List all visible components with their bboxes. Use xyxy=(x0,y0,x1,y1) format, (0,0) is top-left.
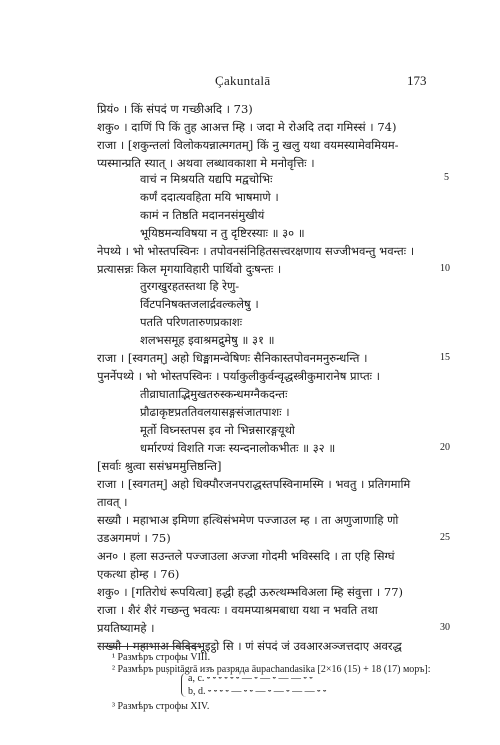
running-title: Çakuntalā xyxy=(215,73,271,88)
line-number: 10 xyxy=(440,263,450,274)
verse-line: धर्मारण्यं विशति गजः स्यन्दनालोकभीतः ॥ ३२ ॥ xyxy=(140,441,336,455)
text-line: शकु० । [गतिरोधं रूपयित्वा] हद्धी हद्धी ऊरुत्थम्भविअला म्हि संवुत्ता । 77) xyxy=(97,585,403,599)
text-line: पुनर्नेपथ्ये । भो भोस्तपस्विनः । पर्याकुलीकुर्वन्वृद्धस्त्रीकुमारानेष प्राप्तः । xyxy=(97,369,381,383)
verse-line: कामं न तिष्ठति मदाननसंमुखीयं xyxy=(140,208,265,222)
line-number: 15 xyxy=(440,352,450,363)
verse-line: तुरगखुरहतस्तथा हि रेणु- xyxy=(140,279,240,293)
text-line: शकु० । दाणिं पि किं तुह आअत्त म्हि । जदा मे रोअदि तदा गमिस्सं । 74) xyxy=(97,120,397,134)
text-line: तावत् । xyxy=(97,495,128,509)
page-number: 173 xyxy=(407,73,427,88)
text-line: नेपथ्ये । भो भोस्तपस्विनः । तपोवनसंनिहितसत्त्वरक्षणाय सज्जीभवन्तु भवन्तः । xyxy=(97,244,415,258)
meter-scheme-bd: b, d. ⏑ ⏑ ⏑ ⏑ — ⏑ ⏑ — ⏑ — ⏑ — — ⏑ ⏑ xyxy=(188,686,327,697)
verse-line: र्विटपनिषक्तजलार्द्रवल्कलेषु । xyxy=(140,297,259,311)
text-line: उडअगमणं । 75) xyxy=(97,531,171,545)
text-line: प्रियं० । किं संपदं ण गच्छीअदि । 73) xyxy=(97,102,253,116)
verse-line: वाचं न मिश्रयति यद्यपि मद्वचोभिः xyxy=(140,172,273,186)
text-line: राजा । [स्वगतम्] अहो धिङ्मामन्वेषिणः सैनिकास्तपोवनमनुरुन्धन्ति । xyxy=(97,351,368,365)
verse-line: भूयिष्ठमन्यविषया न तु दृष्टिरस्याः ॥ ३० ॥ xyxy=(140,226,305,240)
text-line: प्रत्यासन्नः किल मृगयाविहारी पार्थिवो दुःषन्तः । xyxy=(97,262,282,276)
footnote-separator xyxy=(104,646,204,647)
verse-line: कर्णं ददात्यवहिता मयि भाषमाणे । xyxy=(140,190,279,204)
line-number: 25 xyxy=(440,532,450,543)
text-line: सख्यौ । महाभाअ इमिणा हत्थिसंभमेण पज्जाउल म्ह । ता अणुजाणाहि णो xyxy=(97,513,399,527)
text-line: राजा । [शकुन्तलां विलोकयन्नात्मगतम्] किं नु खलु यथा वयमस्यामेवमियम- xyxy=(97,138,399,152)
verse-line: शलभसमूह इवाश्रमद्रुमेषु ॥ ३१ ॥ xyxy=(140,333,275,347)
text-line: अन० । हला सउन्तले पज्जाउला अज्जा गोदमी भविस्सदि । ता एहि सिग्घं xyxy=(97,549,395,563)
text-line: प्यस्मान्प्रति स्यात् । अथवा लब्धावकाशा मे मनोवृत्तिः । xyxy=(97,156,315,170)
footnote-1: ¹ Размѣръ строфы VIII. xyxy=(112,652,211,663)
verse-line: प्रौढाकृष्टप्रततिवलयासङ्गसंजातपाशः । xyxy=(140,405,290,419)
text-line: राजा । शैरं शैरं गच्छन्तु भवत्यः । वयमप्याश्रमबाधा यथा न भवति तथा xyxy=(97,603,378,617)
text-line: सख्यौ । महाभाअ विदिदभूइट्ठो सि । णं संपदं जं उवआरअञ्जत्तदाए अवरद्ध xyxy=(97,639,402,653)
footnote-3: ³ Размѣръ строфы XIV. xyxy=(112,701,210,712)
meter-brace xyxy=(181,673,187,697)
text-line: राजा । [स्वगतम्] अहो धिक्पौरजनपराद्धस्तपस्विनामस्मि । भवतु । प्रतिगमामि xyxy=(97,477,411,491)
text-line: एकत्था होम्ह । 76) xyxy=(97,567,180,581)
footnote-2: ² Размѣръ puṣpitāgrā изъ разряда āupachandasika [2×16 (15) + 18 (17) моръ]: xyxy=(112,664,431,675)
verse-line: पतति परिणतारुणप्रकाशः xyxy=(140,315,243,329)
text-line: प्रयतिष्यामहे । xyxy=(97,621,155,635)
verse-line: मूर्तो विघ्नस्तपस इव नो भिन्नसारङ्गयूथो xyxy=(140,423,295,437)
verse-line: तीव्राघाताद्भिमुखतरुस्कन्धमग्नैकदन्तः xyxy=(140,387,288,401)
text-line: [सर्वाः श्रुत्वा ससंभ्रममुत्तिष्ठन्ति] xyxy=(97,459,222,473)
line-number: 30 xyxy=(440,622,450,633)
meter-scheme-ac: a, c. ⏑ ⏑ ⏑ ⏑ ⏑ ⏑ — ⏑ — ⏑ — — ⏑ ⏑ xyxy=(188,673,313,684)
line-number: 20 xyxy=(440,442,450,453)
line-number: 5 xyxy=(444,172,449,183)
